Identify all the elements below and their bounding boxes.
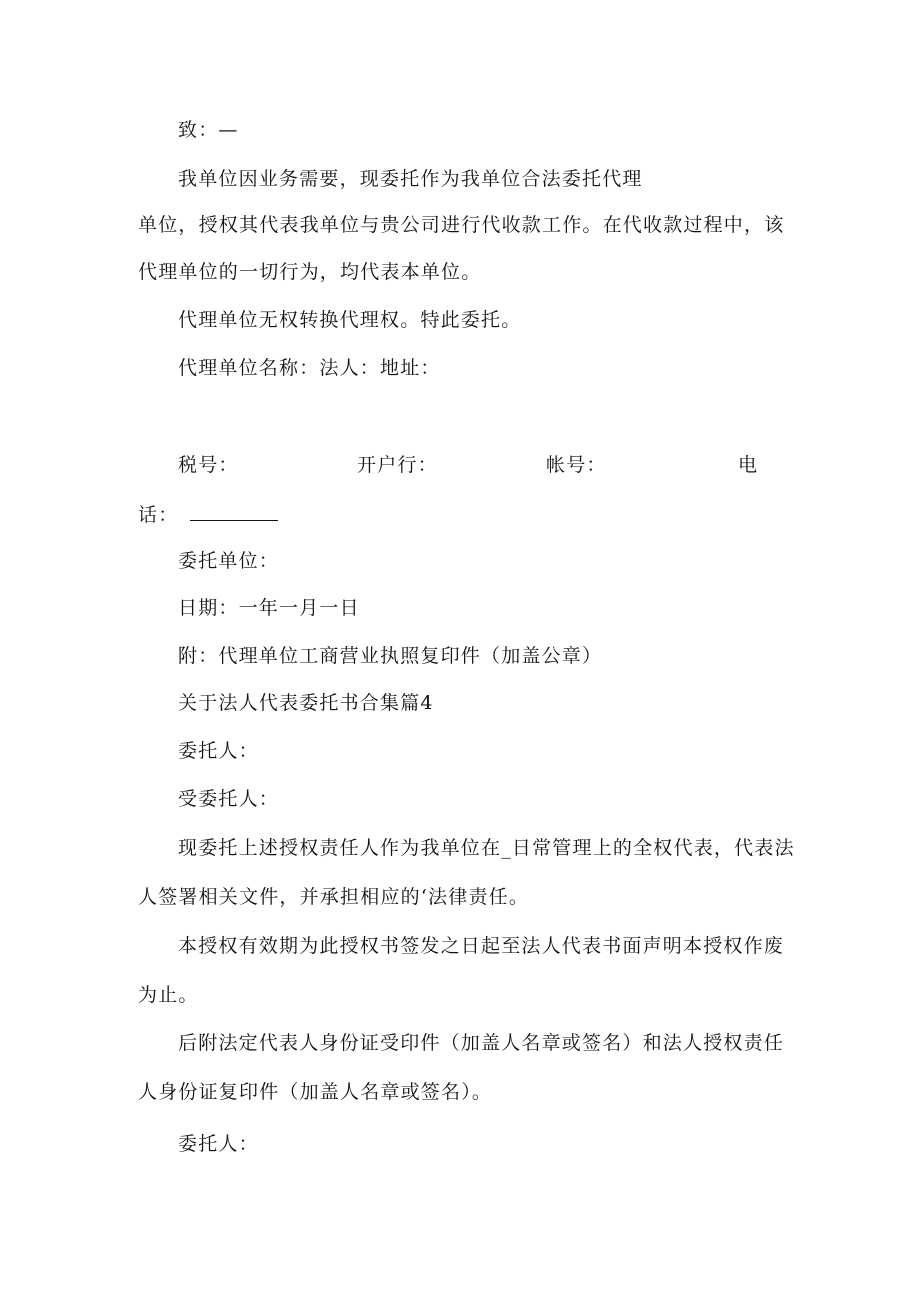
paragraph-4-line-2: 为止。 [138, 984, 199, 1006]
paragraph-3-line-1: 现委托上述授权责任人作为我单位在_日常管理上的全权代表，代表法 [178, 837, 795, 859]
paragraph-2: 代理单位无权转换代理权。特此委托。 [178, 309, 522, 331]
agent-info-line: 代理单位名称：法人：地址： [178, 357, 441, 379]
principal-line-2: 委托人： [178, 1133, 259, 1155]
agent-line: 受委托人： [178, 788, 280, 810]
paragraph-3-line-2: 人签署相关文件，并承担相应的‘法律责任。 [138, 886, 530, 908]
phone-blank-line [190, 502, 278, 521]
phone-line [138, 502, 278, 527]
section-title: 关于法人代表委托书合集篇4 [178, 692, 434, 714]
bank-label: 开户行： [357, 454, 438, 476]
paragraph-1-line-2: 单位，授权其代表我单位与贵公司进行代收款工作。在代收款过程中，该 [138, 214, 785, 236]
paragraph-4-line-1: 本授权有效期为此授权书签发之日起至法人代表书面声明本授权作废 [178, 935, 785, 957]
date-line: 日期：一年一月一日 [178, 597, 360, 619]
tax-number-label: 税号： [178, 454, 239, 476]
account-label: 帐号： [546, 454, 607, 476]
phone-label-part2: 话： [138, 504, 179, 526]
salutation: 致：— [178, 119, 239, 141]
attachment-line: 附：代理单位工商营业执照复印件（加盖公章） [178, 645, 603, 667]
principal-unit: 委托单位： [178, 550, 280, 572]
paragraph-1-line-3: 代理单位的一切行为，均代表本单位。 [138, 261, 482, 283]
phone-label-part1: 电 [738, 454, 759, 476]
principal-line: 委托人： [178, 740, 259, 762]
paragraph-1-line-1: 我单位因业务需要，现委托作为我单位合法委托代理 [178, 168, 643, 190]
paragraph-5-line-2: 人身份证复印件（加盖人名章或签名）。 [138, 1081, 493, 1103]
paragraph-5-line-1: 后附法定代表人身份证受印件（加盖人名章或签名）和法人授权责任 [178, 1032, 785, 1054]
